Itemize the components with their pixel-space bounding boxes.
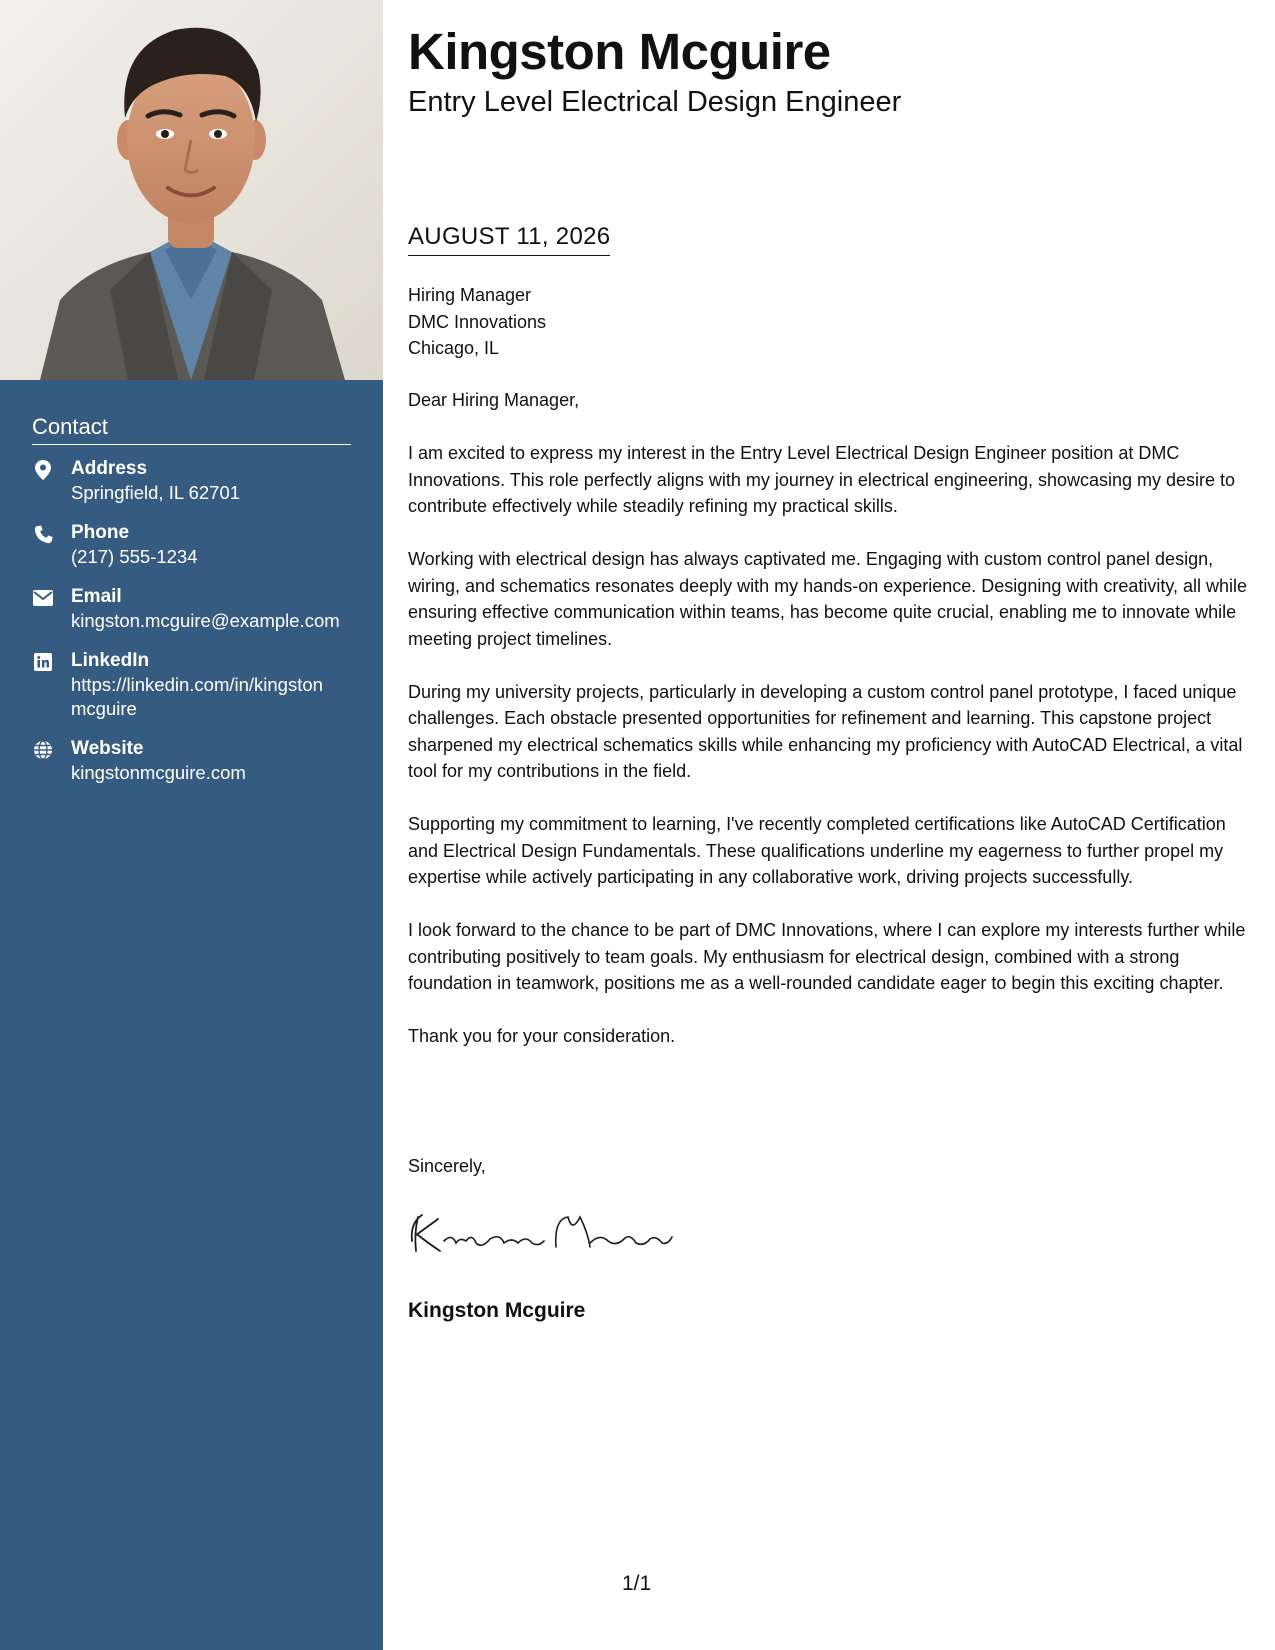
contact-list xyxy=(32,457,352,801)
job-title: Entry Level Electrical Design Engineer xyxy=(408,86,902,118)
applicant-name: Kingston Mcguire xyxy=(408,23,831,80)
body-paragraph: I look forward to the chance to be part of DMC Innovations, where I can explore my interests further while contributing positively to team goals. My enthusiasm for electrical design, combined with a strong foundation in teamwork, positions me as a well-rounded candidate eager to begin this exciting chapter. xyxy=(408,920,1246,993)
body-paragraph: Working with electrical design has always captivated me. Engaging with custom control panel design, wiring, and schematics resonates deeply with my hands-on experience. Designing with creativity, all while ensuring effective communication within teams, has become quite crucial, enabling me to innovate while meeting project timelines. xyxy=(408,549,1248,649)
letter-body xyxy=(408,387,1253,1076)
contact-label: Website xyxy=(71,738,144,759)
contact-address xyxy=(32,457,352,505)
globe-icon xyxy=(32,739,54,761)
recipient-line: Chicago, IL xyxy=(408,338,500,358)
contact-value[interactable]: kingstonmcguire.com xyxy=(71,762,246,783)
contact-website xyxy=(32,737,352,785)
phone-icon xyxy=(32,523,54,545)
contact-value: Springfield, IL 62701 xyxy=(71,482,241,503)
envelope-icon xyxy=(32,587,54,609)
body-paragraph: During my university projects, particularly in developing a custom control panel prototype, I faced unique challenges. Each obstacle presented opportunities for refinement and learning. This capstone project sharpened my electrical schematics skills while enhancing my proficiency with AutoCAD Electrical, a vital tool for my contributions in the field. xyxy=(408,681,1243,781)
closing: Sincerely, xyxy=(408,1156,486,1176)
contact-heading: Contact xyxy=(32,414,351,445)
recipient-block xyxy=(408,282,546,362)
contact-value: (217) 555-1234 xyxy=(71,546,198,567)
page-number: 1/1 xyxy=(622,1572,652,1595)
contact-label: Address xyxy=(71,458,148,479)
contact-value[interactable]: kingston.mcguire@example.com xyxy=(71,610,340,631)
body-paragraph: I am excited to express my interest in the Entry Level Electrical Design Engineer position at DMC Innovations. This role perfectly aligns with my journey in electrical engineering, showcasing my desire to contribute effectively while steadily refining my practical skills. xyxy=(408,443,1236,516)
letter-date: AUGUST 11, 2026 xyxy=(408,222,610,256)
signature-image xyxy=(404,1203,674,1268)
linkedin-icon xyxy=(32,651,54,673)
contact-label: Email xyxy=(71,586,122,607)
contact-email xyxy=(32,585,352,633)
contact-value[interactable]: https://linkedin.com/in/kingston mcguire xyxy=(71,674,323,719)
profile-photo xyxy=(0,0,383,380)
contact-linkedin xyxy=(32,649,352,721)
contact-label: Phone xyxy=(71,522,130,543)
recipient-line: DMC Innovations xyxy=(408,311,547,332)
body-paragraph: Thank you for your consideration. xyxy=(408,1026,676,1046)
salutation: Dear Hiring Manager, xyxy=(408,390,580,410)
signed-name: Kingston Mcguire xyxy=(408,1299,586,1322)
body-paragraph: Supporting my commitment to learning, I've recently completed certifications like AutoCAD Certification and Electrical Design Fundamentals. These qualifications underline my eagerness to further propel my expertise while actively participating in any collaborative work, driving projects successfully. xyxy=(408,814,1226,887)
contact-label: LinkedIn xyxy=(71,650,150,671)
map-pin-icon xyxy=(32,459,54,481)
contact-phone xyxy=(32,521,352,569)
recipient-line: Hiring Manager xyxy=(408,285,532,305)
